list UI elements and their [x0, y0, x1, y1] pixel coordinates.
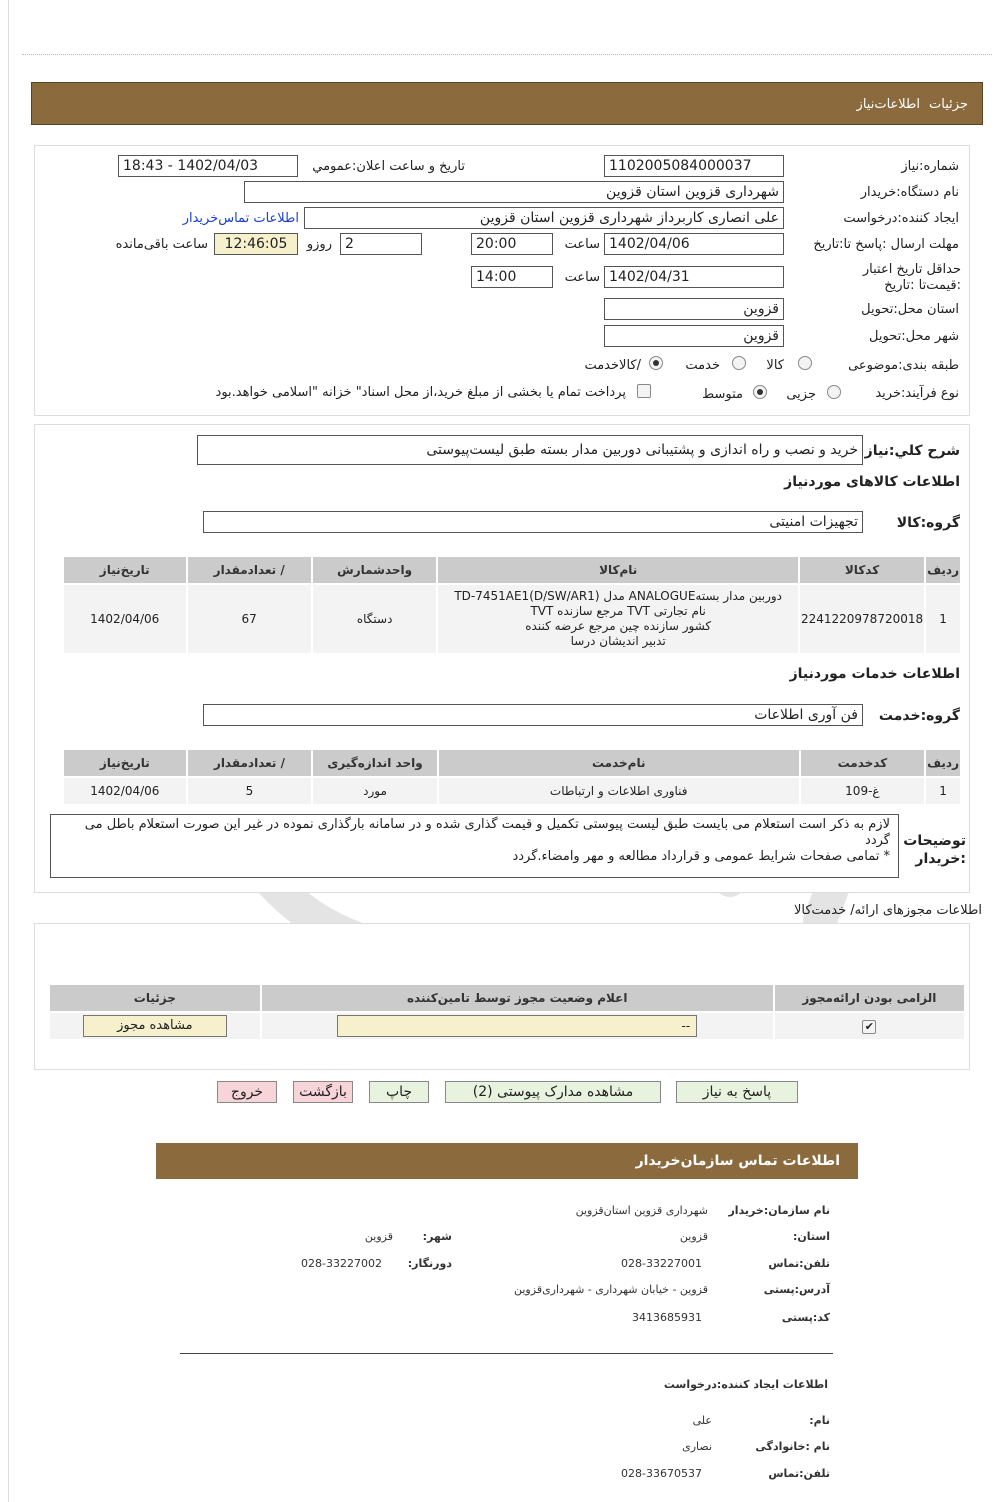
print-button[interactable]: چاپ: [369, 1081, 429, 1103]
category-goods-service-label: /کالاخدمت: [584, 358, 641, 373]
goods-col-idx: ردیف: [925, 556, 961, 584]
summary-field: خرید و نصب و راه اندازی و پشتیبانی دوربین مدار بسته طبق لیست‌پیوستی: [197, 435, 863, 465]
permit-col-status: اعلام وضعیت مجوز توسط تامین‌کننده: [261, 984, 774, 1012]
requester-label: ایجاد کننده:درخواست: [843, 211, 959, 226]
attachments-button[interactable]: مشاهده مدارک پیوستی (2): [445, 1081, 661, 1103]
goods-group-field: تجهیزات امنیتی: [203, 511, 863, 533]
buyer-notes-line2: * تمامی صفحات شرایط عمومی و قرارداد مطالعه و مهر وامضاء.گردد: [512, 849, 890, 864]
creator-title: اطلاعات ایجاد کننده:درخواست: [663, 1378, 828, 1391]
contact-address-label: آدرس:پستی: [763, 1283, 830, 1296]
need-number-field: 1102005084000037: [604, 155, 784, 177]
validity-time-label: ساعت: [564, 270, 600, 285]
contact-province-label: استان:: [793, 1230, 830, 1243]
contact-org-label: نام سازمان:خریدار: [728, 1204, 830, 1217]
goods-cell-name: [437, 584, 799, 654]
tab-details[interactable]: جزئیات: [929, 97, 968, 112]
service-cell-idx: 1: [925, 777, 961, 805]
announce-field: 1402/04/03 - 18:43: [118, 155, 298, 177]
contact-phone-label: تلفن:تماس: [768, 1257, 830, 1270]
goods-col-unit: واحدشمارش: [312, 556, 438, 584]
buyer-notes-box: [50, 814, 899, 878]
tab-need-info[interactable]: اطلاعات‌نیاز: [856, 97, 920, 112]
table-row: [63, 584, 961, 654]
creator-name-value: علی: [692, 1414, 712, 1427]
treasury-payment-checkbox[interactable]: [637, 384, 651, 398]
category-label: طبقه بندی:موضوعی: [848, 358, 959, 373]
deadline-label: مهلت ارسال :پاسخ تا:تاریخ: [813, 237, 959, 252]
process-label: نوع فرآیند:: [901, 386, 959, 401]
category-service-label: خدمت: [685, 358, 720, 373]
permit-required-cell: [774, 1012, 965, 1040]
creator-phone-value: 028-33670537: [621, 1467, 702, 1480]
permit-details-cell: [49, 1012, 261, 1040]
validity-time-field: 14:00: [471, 266, 553, 288]
goods-name-line3: کشور سازنده چین مرجع عرضه کننده: [525, 619, 712, 633]
process-medium-radio[interactable]: [753, 385, 767, 399]
permits-title: اطلاعات مجوزهای ارائه/ خدمت‌کالا: [793, 903, 982, 918]
summary-label: شرح کلي:نیاز: [864, 443, 960, 459]
creator-family-value: نصاری: [682, 1440, 712, 1453]
contact-city-value: قزوین: [364, 1230, 393, 1243]
buyer-contact-link[interactable]: اطلاعات تماس‌خریدار: [182, 211, 299, 226]
city-label: شهر محل:تحویل: [869, 329, 959, 344]
permit-status-field[interactable]: --: [337, 1015, 697, 1037]
category-service-radio[interactable]: [732, 356, 746, 370]
goods-cell-unit: دستگاه: [312, 584, 438, 654]
contact-fax-value: 028-33227002: [301, 1257, 382, 1270]
process-buy-label: خرید: [875, 386, 901, 401]
contact-fax-label: دورنگار:: [407, 1257, 452, 1270]
permit-col-required: الزامی بودن ارائه‌مجوز: [774, 984, 965, 1012]
contact-title: اطلاعات تماس سازمان‌خریدار: [635, 1153, 840, 1169]
details-header-bar: [31, 82, 983, 125]
top-divider: [22, 54, 992, 55]
validity-date-field: 1402/04/31: [604, 266, 784, 288]
goods-cell-date: 1402/04/06: [63, 584, 187, 654]
permit-col-details: جزئیات: [49, 984, 261, 1012]
contact-address-value: قزوین - خیابان شهرداری - شهرداری‌قزوین: [514, 1283, 708, 1296]
service-cell-unit: مورد: [312, 777, 438, 805]
goods-col-name: نام‌کالا: [437, 556, 799, 584]
buyer-notes-label: توضیحات :خریدار: [903, 833, 966, 867]
process-partial-radio[interactable]: [827, 385, 841, 399]
goods-table: [62, 555, 962, 655]
need-number-label: شماره:نیاز: [901, 159, 959, 174]
back-button[interactable]: بازگشت: [293, 1081, 353, 1103]
goods-group-label: گروه:کالا: [896, 515, 960, 531]
creator-family-label: نام :خانوادگی: [755, 1440, 830, 1453]
validity-label: حداقل تاریخ اعتبار :قیمت‌تا :تاریخ: [862, 262, 961, 293]
deadline-time-label: ساعت: [564, 237, 600, 252]
buyer-org-label: نام دستگاه:خریدار: [860, 185, 959, 200]
service-cell-name: فناوری اطلاعات و ارتباطات: [438, 777, 800, 805]
process-medium-label: متوسط: [702, 387, 743, 402]
service-col-qty: / تعدادمقدار: [187, 749, 313, 777]
service-col-unit: واحد اندازه‌گیری: [312, 749, 438, 777]
page-left-border: [8, 0, 9, 1502]
permits-table: [48, 983, 966, 1041]
goods-section-title: اطلاعات کالاهای موردنیاز: [784, 474, 960, 490]
buyer-notes-line1: لازم به ذکر است استعلام می بایست طبق لیست پیوستی تکمیل و قیمت گذاری شده و در سامانه بارگذاری نموده در غیر این صورت استعلام باطل می گردد: [84, 817, 890, 848]
goods-col-date: تاریخ‌نیاز: [63, 556, 187, 584]
contact-postal-label: کد:پستی: [781, 1311, 830, 1324]
goods-name-line2: نام تجارتی TVT مرجع سازنده TVT: [530, 604, 706, 618]
reply-button[interactable]: پاسخ به نیاز: [676, 1081, 798, 1103]
service-cell-date: 1402/04/06: [63, 777, 187, 805]
goods-cell-code: 2241220978720018: [799, 584, 925, 654]
exit-button[interactable]: خروج: [217, 1081, 277, 1103]
services-section-title: اطلاعات خدمات موردنیاز: [789, 666, 960, 682]
goods-cell-qty: 67: [187, 584, 312, 654]
services-table: [62, 748, 962, 806]
service-group-label: گروه:خدمت: [878, 708, 960, 724]
creator-name-label: نام:: [809, 1414, 830, 1427]
service-col-code: کدخدمت: [800, 749, 925, 777]
service-cell-code: غ-109: [800, 777, 925, 805]
treasury-payment-note: پرداخت تمام یا بخشی از مبلغ خرید،از محل اسناد" خزانه "اسلامی خواهد.بود: [215, 385, 626, 400]
contact-org-value: شهرداری قزوین استان‌قزوین: [575, 1204, 708, 1217]
permit-status-cell: [261, 1012, 774, 1040]
table-row: [63, 777, 961, 805]
days-field: 2: [340, 233, 422, 255]
remaining-time-field: 12:46:05: [214, 233, 298, 255]
goods-name-line4: تدبیر اندیشان درسا: [570, 634, 666, 648]
service-col-date: تاریخ‌نیاز: [63, 749, 187, 777]
requester-field: علی انصاری کاربرداز شهرداری قزوین استان قزوین: [304, 207, 784, 229]
service-col-name: نام‌خدمت: [438, 749, 800, 777]
goods-col-code: کدکالا: [799, 556, 925, 584]
goods-col-qty: / تعدادمقدار: [187, 556, 312, 584]
city-field: قزوین: [604, 325, 784, 347]
creator-phone-label: تلفن:تماس: [768, 1467, 830, 1480]
contact-postal-value: 3413685931: [632, 1311, 702, 1324]
table-row: [49, 1012, 965, 1040]
service-group-field: فن آوری اطلاعات: [203, 704, 863, 726]
category-goods-service-radio[interactable]: [649, 356, 663, 370]
category-goods-label: کالا: [766, 358, 784, 373]
contact-header-bar: [156, 1143, 858, 1179]
contact-divider: [180, 1353, 833, 1354]
category-goods-radio[interactable]: [798, 356, 812, 370]
days-label: روزو: [306, 237, 332, 252]
deadline-time-field: 20:00: [471, 233, 553, 255]
remaining-label: ساعت باقی‌مانده: [115, 237, 208, 252]
contact-province-value: قزوین: [679, 1230, 708, 1243]
province-label: استان محل:تحویل: [861, 302, 959, 317]
contact-city-label: شهر:: [422, 1230, 452, 1243]
view-permit-button[interactable]: مشاهده مجوز: [83, 1015, 227, 1037]
buyer-org-field: شهرداری قزوین استان قزوین: [244, 181, 784, 203]
process-partial-label: جزیی: [786, 387, 816, 402]
contact-phone-value: 028-33227001: [621, 1257, 702, 1270]
service-cell-qty: 5: [187, 777, 313, 805]
goods-cell-idx: 1: [925, 584, 961, 654]
province-field: قزوین: [604, 298, 784, 320]
permit-required-checkbox[interactable]: ✔: [862, 1020, 876, 1034]
goods-name-line1: دوربین مدار بستهANALOGUE مدل (TD-7451AE1(D/SW/AR1: [454, 589, 783, 603]
deadline-date-field: 1402/04/06: [604, 233, 784, 255]
announce-label: تاریخ و ساعت اعلان:عمومي: [312, 159, 465, 174]
service-col-idx: ردیف: [925, 749, 961, 777]
